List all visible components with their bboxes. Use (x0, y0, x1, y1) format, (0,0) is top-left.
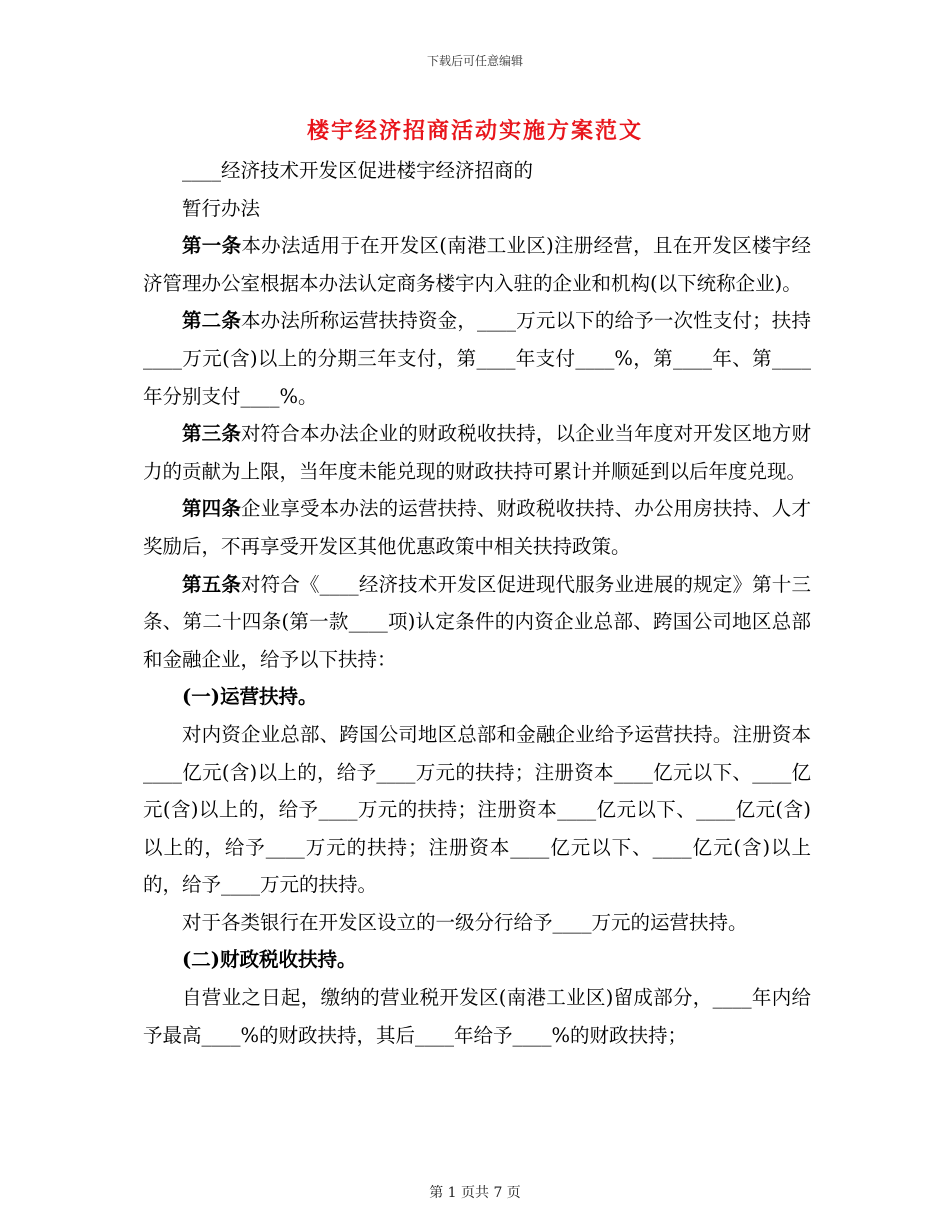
article-2-text: 本办法所称运营扶持资金，____万元以下的给予一次性支付；扶持____万元(含)以上的分期三年支付，第____年支付____%，第____年、第____年分别支付____%。 (143, 309, 811, 408)
article-3-label: 第三条 (182, 422, 241, 446)
document-body (143, 152, 811, 1054)
article-4-text: 企业享受本办法的运营扶持、财政税收扶持、办公用房扶持、人才奖励后，不再享受开发区其他优惠政策中相关扶持政策。 (143, 497, 811, 558)
section-1-paragraph-2: 对于各类银行在开发区设立的一级分行给予____万元的运营扶持。 (182, 910, 748, 934)
document-title: 楼宇经济招商活动实施方案范文 (306, 118, 643, 144)
article-4 (143, 490, 811, 565)
article-3-text: 对符合本办法企业的财政税收扶持，以企业当年度对开发区地方财力的贡献为上限，当年度未能兑现的财政扶持可累计并顺延到以后年度兑现。 (143, 422, 811, 483)
section-1-heading-text: (一)运营扶持。 (182, 685, 318, 709)
article-4-label: 第四条 (182, 497, 241, 521)
article-3 (143, 415, 811, 490)
section-1-paragraph-1: 对内资企业总部、跨国公司地区总部和金融企业给予运营扶持。注册资本____亿元(含)以上的，给予____万元的扶持；注册资本____亿元以下、____亿元(含)以上的，给予____万元的扶持；注册资本____亿元以下、____亿元(含)以上的，给予____万元的扶持；注册资本____亿元以下、____亿元(含)以上的，给予____万元的扶持。 (143, 722, 811, 897)
section-2-heading-text: (二)财政税收扶持。 (182, 948, 357, 972)
article-2-label: 第二条 (182, 309, 241, 333)
article-1 (143, 227, 811, 302)
article-2 (143, 302, 811, 415)
article-1-text: 本办法适用于在开发区(南港工业区)注册经营，且在开发区楼宇经济管理办公室根据本办法认定商务楼宇内入驻的企业和机构(以下统称企业)。 (143, 234, 811, 295)
article-5-label: 第五条 (182, 572, 241, 596)
article-5 (143, 566, 811, 679)
subtitle-line-2: 暂行办法 (182, 196, 261, 220)
subtitle-line-1: ____经济技术开发区促进楼宇经济招商的 (182, 159, 534, 182)
page-footer-number: 第 1 页共 7 页 (429, 1185, 521, 1201)
section-2-heading (143, 941, 811, 979)
section-1-heading (143, 678, 811, 716)
section-2-paragraph-1: 自营业之日起，缴纳的营业税开发区(南港工业区)留成部分，____年内给予最高____%的财政扶持，其后____年给予____%的财政扶持； (143, 986, 811, 1047)
article-1-label: 第一条 (182, 234, 242, 258)
article-5-text: 对符合《____经济技术开发区促进现代服务业进展的规定》第十三条、第二十四条(第一款____项)认定条件的内资企业总部、跨国公司地区总部和金融企业，给予以下扶持： (143, 572, 811, 671)
page-header-note: 下载后可任意编辑 (426, 54, 523, 68)
